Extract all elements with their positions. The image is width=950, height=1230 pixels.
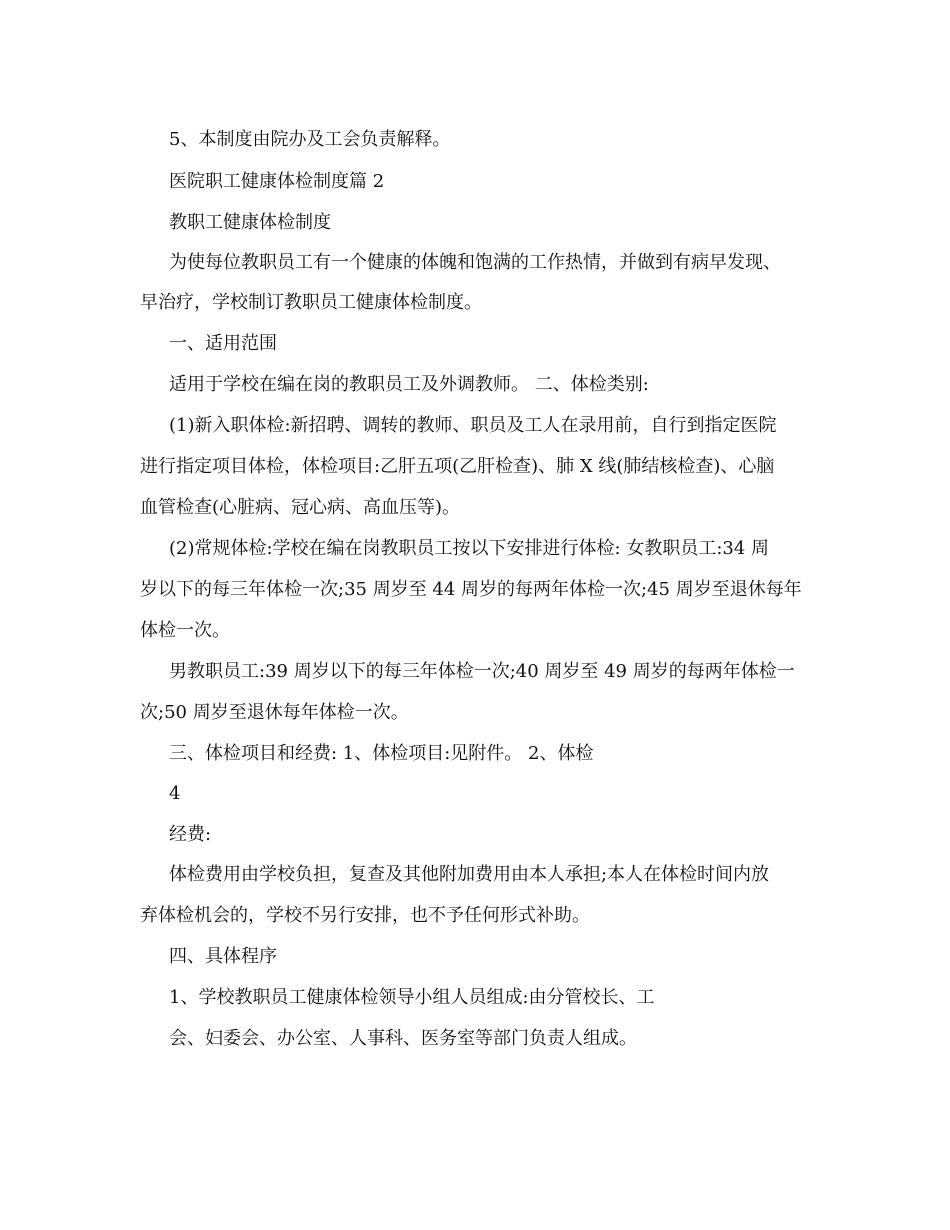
paragraph-line: 岁以下的每三年体检一次;35 周岁至 44 周岁的每两年体检一次;45 周岁至退休每年 bbox=[140, 579, 802, 600]
paragraph-line: 体检费用由学校负担，复查及其他附加费用由本人承担;本人在体检时间内放 bbox=[169, 864, 770, 885]
paragraph-line: 三、体检项目和经费: 1、体检项目:见附件。 2、体检 bbox=[169, 743, 594, 764]
paragraph-line: 男教职员工:39 周岁以下的每三年体检一次;40 周岁至 49 周岁的每两年体检一 bbox=[169, 661, 795, 682]
paragraph-line: 次;50 周岁至退休每年体检一次。 bbox=[140, 702, 409, 723]
paragraph-line: 早治疗，学校制订教职员工健康体检制度。 bbox=[140, 292, 482, 313]
page-number: 4 bbox=[169, 783, 181, 804]
paragraph-line: 会、妇委会、办公室、人事科、医务室等部门负责人组成。 bbox=[169, 1028, 637, 1049]
paragraph-line: 适用于学校在编在岗的教职员工及外调教师。 二、体检类别: bbox=[169, 374, 649, 395]
paragraph-line: 血管检查(心脏病、冠心病、高血压等)。 bbox=[140, 497, 461, 518]
paragraph-line: 经费: bbox=[169, 824, 212, 845]
paragraph-line: (2)常规体检:学校在编在岗教职员工按以下安排进行体检: 女教职员工:34 周 bbox=[169, 538, 770, 559]
clause-5-line: 5、本制度由院办及工会负责解释。 bbox=[169, 129, 451, 150]
paragraph-line: 体检一次。 bbox=[140, 620, 230, 641]
document-title: 教职工健康体检制度 bbox=[169, 212, 331, 233]
section-heading: 医院职工健康体检制度篇 2 bbox=[169, 171, 385, 192]
heading-scope: 一、适用范围 bbox=[169, 333, 277, 354]
paragraph-line: (1)新入职体检:新招聘、调转的教师、职员及工人在录用前，自行到指定医院 bbox=[169, 415, 777, 436]
heading-procedure: 四、具体程序 bbox=[169, 946, 277, 967]
paragraph-line: 弃体检机会的，学校不另行安排，也不予任何形式补助。 bbox=[140, 905, 590, 926]
paragraph-line: 1、学校教职员工健康体检领导小组人员组成:由分管校长、工 bbox=[169, 987, 655, 1008]
paragraph-line: 进行指定项目体检，体检项目:乙肝五项(乙肝检查)、肺 X 线(肺结核检查)、心脑 bbox=[140, 456, 775, 477]
paragraph-line: 为使每位教职员工有一个健康的体魄和饱满的工作热情，并做到有病早发现、 bbox=[169, 252, 781, 273]
